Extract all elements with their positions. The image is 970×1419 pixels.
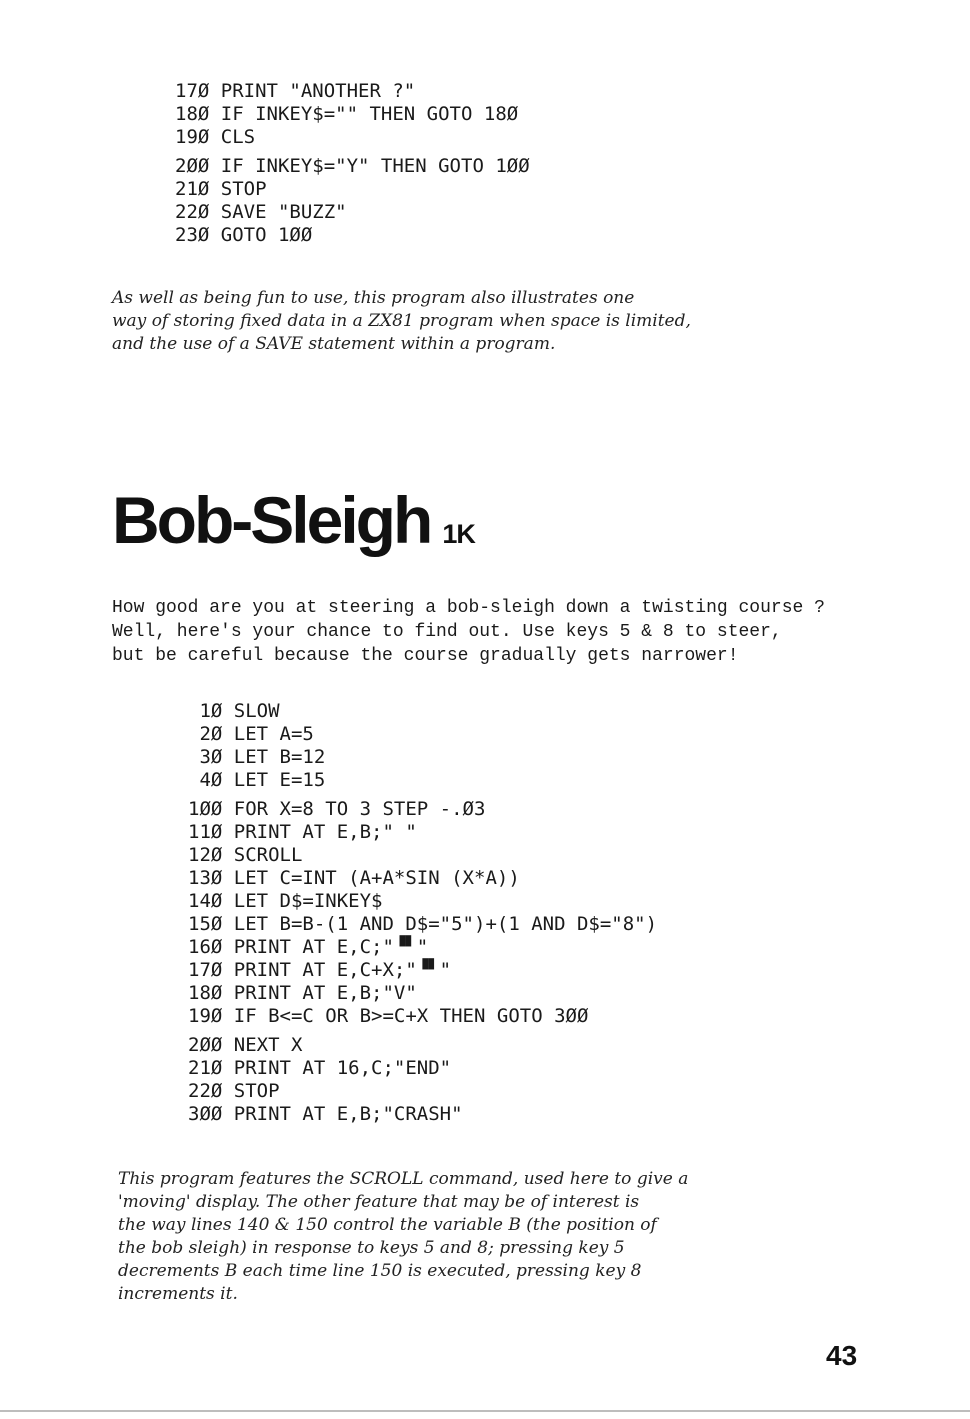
page-number: 43 [826,1340,858,1371]
listing-line: 14Ø LET D$=INKEY$ [188,890,383,912]
listing-line: 3Ø LET B=12 [188,746,326,768]
commentary-line: 'moving' display. The other feature that may be of interest is [118,1192,640,1212]
listing-line: 19Ø IF B<=C OR B>=C+X THEN GOTO 3ØØ [188,1005,589,1027]
listing-line: 2Ø LET A=5 [188,723,314,745]
intro-line: Well, here's your chance to find out. Use keys 5 & 8 to steer, [112,622,782,642]
page-edge-rule [0,1410,970,1412]
intro-line: but be careful because the course gradually gets narrower! [112,646,739,666]
program-listing-main [188,700,657,1126]
listing-line: 4Ø LET E=15 [188,769,326,791]
listing-line: 3ØØ PRINT AT E,B;"CRASH" [188,1103,463,1125]
commentary-line: increments it. [118,1284,238,1304]
intro-line: How good are you at steering a bob-sleigh down a twisting course ? [112,598,825,618]
listing-line: 1Ø SLOW [188,700,280,722]
listing-line: 22Ø STOP [188,1080,280,1102]
listing-line: 18Ø PRINT AT E,B;"V" [188,982,417,1004]
listing-line: 17Ø PRINT AT E,C+X;"▝▘" [188,959,452,981]
listing-line: 1ØØ FOR X=8 TO 3 STEP -.Ø3 [188,798,486,820]
commentary-top [112,287,691,356]
program-listing-top [175,80,530,247]
listing-line: 21Ø STOP [175,178,267,200]
program-title [112,480,475,574]
listing-line: 18Ø IF INKEY$="" THEN GOTO 18Ø [175,103,519,125]
listing-line: 2ØØ NEXT X [188,1034,303,1056]
commentary-line: way of storing fixed data in a ZX81 program when space is limited, [112,311,691,331]
listing-line: 19Ø CLS [175,126,256,148]
program-intro [112,596,825,668]
commentary-line: the bob sleigh) in response to keys 5 and 8; pressing key 5 [118,1238,625,1258]
program-title-text: Bob-Sleigh [112,483,431,557]
listing-line: 12Ø SCROLL [188,844,303,866]
listing-line: 23Ø GOTO 1ØØ [175,224,313,246]
listing-line: 21Ø PRINT AT 16,C;"END" [188,1057,452,1079]
listing-line: 11Ø PRINT AT E,B;" " [188,821,417,843]
commentary-line: As well as being fun to use, this program also illustrates one [112,288,635,308]
listing-line: 16Ø PRINT AT E,C;"▝▘" [188,936,429,958]
commentary-bottom [118,1168,688,1306]
commentary-line: This program features the SCROLL command, used here to give a [118,1169,689,1189]
commentary-line: and the use of a SAVE statement within a program. [112,334,556,354]
commentary-line: decrements B each time line 150 is executed, pressing key 8 [118,1261,642,1281]
listing-line: 15Ø LET B=B-(1 AND D$="5")+(1 AND D$="8") [188,913,658,935]
listing-line: 13Ø LET C=INT (A+A*SIN (X*A)) [188,867,520,889]
listing-line: 2ØØ IF INKEY$="Y" THEN GOTO 1ØØ [175,155,530,177]
memory-size-badge: 1K [442,519,475,549]
commentary-line: the way lines 140 & 150 control the variable B (the position of [118,1215,657,1235]
listing-line: 17Ø PRINT "ANOTHER ?" [175,80,416,102]
listing-line: 22Ø SAVE "BUZZ" [175,201,347,223]
